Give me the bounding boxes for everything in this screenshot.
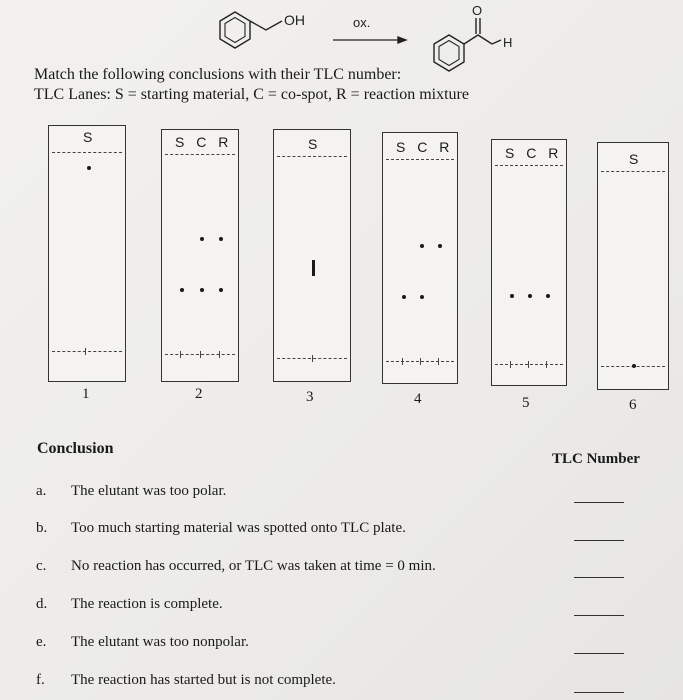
solvent-front-line [277,156,347,157]
benzaldehyde-structure [434,18,501,71]
origin-tick [312,355,313,362]
tlc-spot [528,294,532,298]
tlc-number-answer-blank[interactable] [574,692,624,693]
tlc-spot [180,288,184,292]
tlc-spot [402,295,406,299]
reaction-arrow [333,37,406,43]
tlc-spot [632,364,636,368]
plate-2-number: 2 [195,386,203,402]
instruction-line-1: Match the following conclusions with their TLC number: [34,66,402,83]
aldehyde-oxygen-label: O [472,3,483,18]
aldehyde-hydrogen-label: H [503,35,513,50]
origin-tick [85,348,86,355]
conclusion-text: The elutant was too nonpolar. [71,634,249,650]
tlc-spot [438,244,442,248]
tlc-spot [546,294,550,298]
tlc-plate-3 [273,129,351,382]
origin-line [52,351,122,352]
plate-6-lane-labels: S [629,151,643,167]
tlc-plate-1 [48,125,126,382]
plate-1-lane-labels: S [83,129,97,145]
conclusion-row-f [0,672,683,696]
tlc-spot [200,288,204,292]
conclusion-row-a [0,483,683,507]
tlc-number-answer-blank[interactable] [574,502,624,503]
plate-4-number: 4 [414,391,422,407]
solvent-front-line [165,154,235,155]
conclusion-letter: d. [36,596,48,612]
tlc-number-answer-blank[interactable] [574,540,624,541]
conclusion-header: Conclusion [37,440,114,457]
plate-2-lane-labels: S C R [175,134,233,150]
solvent-front-line [601,171,665,172]
plate-3-number: 3 [306,389,314,405]
tlc-spot [510,294,514,298]
tlc-plate-5 [491,139,567,386]
conclusion-text: No reaction has occurred, or TLC was taken at time = 0 min. [71,558,436,574]
conclusion-row-b [0,520,683,544]
tlc-plate-6 [597,142,669,390]
origin-tick [528,361,529,368]
reagent-label: ox. [353,15,371,30]
origin-tick [180,351,181,358]
tlc-streak [312,260,315,276]
conclusion-letter: e. [36,634,47,650]
conclusion-text: The elutant was too polar. [71,483,227,499]
conclusion-text: Too much starting material was spotted onto TLC plate. [71,520,406,536]
tlc-spot [87,166,91,170]
plate-4-lane-labels: S C R [396,139,454,155]
plate-3-lane-labels: S [308,136,322,152]
tlc-number-answer-blank[interactable] [574,577,624,578]
conclusion-text: The reaction is complete. [71,596,223,612]
plate-1-number: 1 [82,386,90,402]
tlc-plate-2 [161,129,239,382]
tlc-spot [420,244,424,248]
conclusion-letter: f. [36,672,45,688]
plate-6-number: 6 [629,397,637,413]
plate-5-lane-labels: S C R [505,145,563,161]
origin-tick [438,358,439,365]
tlc-number-answer-blank[interactable] [574,615,624,616]
origin-tick [200,351,201,358]
tlc-spot [420,295,424,299]
conclusion-row-c [0,558,683,582]
origin-tick [402,358,403,365]
conclusion-text: The reaction has started but is not complete. [71,672,336,688]
tlc-spot [200,237,204,241]
benzyl-alcohol-structure [220,12,282,48]
conclusion-row-e [0,634,683,658]
tlc-plate-4 [382,132,458,384]
origin-tick [510,361,511,368]
conclusion-letter: a. [36,483,47,499]
reactant-oh-label: OH [284,12,305,28]
tlc-number-header: TLC Number [552,451,640,467]
solvent-front-line [52,152,122,153]
conclusion-letter: c. [36,558,47,574]
origin-line [495,364,563,365]
conclusion-row-d [0,596,683,620]
tlc-spot [219,288,223,292]
origin-tick [420,358,421,365]
tlc-number-answer-blank[interactable] [574,653,624,654]
tlc-spot [219,237,223,241]
solvent-front-line [386,159,454,160]
instruction-line-2: TLC Lanes: S = starting material, C = co-spot, R = reaction mixture [34,86,469,103]
solvent-front-line [495,165,563,166]
conclusion-letter: b. [36,520,48,536]
origin-tick [219,351,220,358]
plate-5-number: 5 [522,395,530,411]
origin-tick [546,361,547,368]
